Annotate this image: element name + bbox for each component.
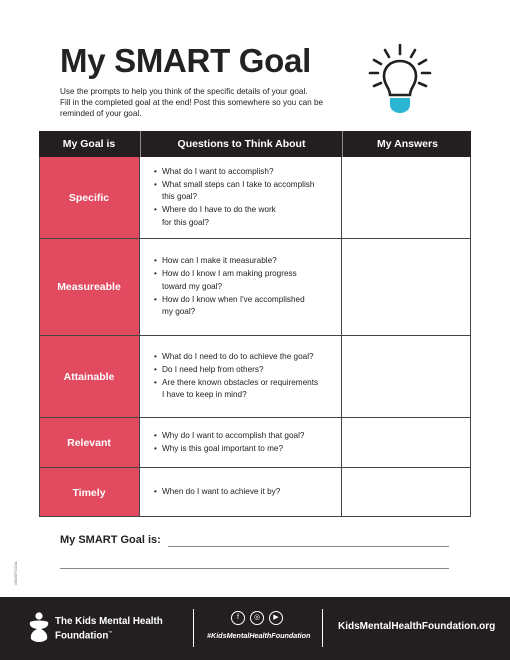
- instructions-line: Use the prompts to help you think of the specific details of your goal.: [60, 87, 308, 96]
- row-label-timely: Timely: [39, 468, 139, 517]
- question-item: • How can I make it measurable?: [154, 255, 305, 268]
- column-header-questions: Questions to Think About: [140, 131, 342, 157]
- question-item: • Where do I have to do the work for this goal?: [154, 204, 314, 229]
- column-header-goal: My Goal is: [62, 138, 116, 150]
- table-header: [39, 131, 471, 157]
- question-item: • How do I know I am making progress toward my goal?: [154, 268, 305, 293]
- answer-field-specific[interactable]: [342, 157, 471, 238]
- youtube-icon[interactable]: ▶: [269, 611, 283, 625]
- questions-cell: [139, 418, 342, 467]
- answer-field-relevant[interactable]: [342, 418, 471, 467]
- question-item: • What do I need to do to achieve the goal?: [154, 351, 318, 364]
- side-code: #SMARTGOAL: [14, 561, 18, 585]
- row-label-measureable: Measureable: [39, 239, 139, 335]
- question-item: • When do I want to achieve it by?: [154, 486, 280, 499]
- table-row-specific: [39, 157, 471, 238]
- instagram-icon[interactable]: ◎: [250, 611, 264, 625]
- table-row-attainable: [39, 336, 471, 417]
- row-label-attainable: Attainable: [39, 336, 139, 417]
- hashtag: #KidsMentalHealthFoundation: [207, 631, 311, 640]
- question-item: • What small steps can I take to accomplish this goal?: [154, 179, 314, 204]
- facebook-icon[interactable]: f: [231, 611, 245, 625]
- website-link[interactable]: KidsMentalHealthFoundation.org: [338, 621, 496, 632]
- goal-writing-line[interactable]: [168, 546, 449, 547]
- row-label-relevant: Relevant: [39, 418, 139, 467]
- questions-cell: [139, 239, 342, 335]
- questions-cell: [139, 468, 342, 517]
- question-item: • Do I need help from others?: [154, 364, 318, 377]
- goal-prompt-label: My SMART Goal is:: [60, 534, 161, 546]
- question-item: • What do I want to accomplish?: [154, 166, 314, 179]
- question-item: • Why do I want to accomplish that goal?: [154, 430, 304, 443]
- footer-divider: [322, 609, 323, 647]
- instructions-line: Fill in the completed goal at the end! Post this somewhere so you can be: [60, 97, 324, 107]
- table-row-relevant: [39, 418, 471, 467]
- questions-cell: [139, 336, 342, 417]
- lightbulb-icon: [365, 42, 435, 116]
- questions-cell: [139, 157, 342, 238]
- social-links: [231, 611, 287, 625]
- smart-goal-table: [39, 131, 471, 517]
- answer-field-measureable[interactable]: [342, 239, 471, 335]
- question-item: • Why is this goal important to me?: [154, 443, 304, 456]
- table-row-measureable: [39, 239, 471, 335]
- footer: [0, 597, 510, 660]
- org-name: The Kids Mental Health Foundation™: [55, 616, 163, 642]
- row-label-specific: Specific: [39, 157, 139, 238]
- column-header-answers: My Answers: [342, 131, 472, 157]
- answer-field-attainable[interactable]: [342, 336, 471, 417]
- footer-divider: [193, 609, 194, 647]
- answer-field-timely[interactable]: [342, 468, 471, 517]
- page-title: My SMART Goal: [60, 42, 311, 79]
- question-item: • Are there known obstacles or requirements I have to keep in mind?: [154, 377, 318, 402]
- kmhf-logo-icon: [27, 612, 51, 644]
- instructions-line: reminded of your goal.: [60, 108, 142, 118]
- goal-writing-line[interactable]: [60, 568, 449, 569]
- question-item: • How do I know when I've accomplished my goal?: [154, 294, 305, 319]
- instructions: [60, 87, 360, 119]
- table-row-timely: [39, 468, 471, 517]
